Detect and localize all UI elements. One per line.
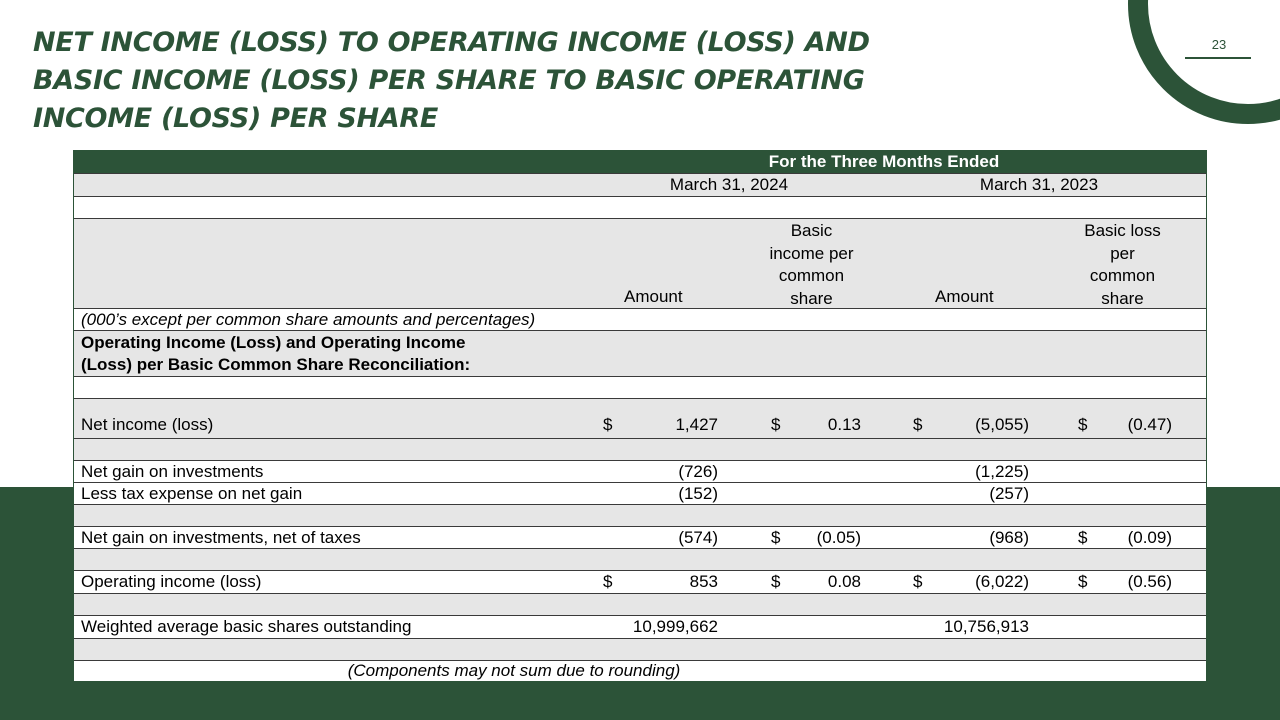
date-2023: March 31, 2023 xyxy=(979,175,1099,194)
row-label: Less tax expense on net gain xyxy=(81,484,303,503)
dollar-sign: $ xyxy=(771,415,781,434)
amount-2023: 10,756,913 xyxy=(943,617,1029,636)
amount-2024: (152) xyxy=(678,484,718,503)
period-header-row xyxy=(74,151,1206,173)
amount-2024: 1,427 xyxy=(675,415,718,434)
header-line: common xyxy=(778,266,845,285)
amount-2024: 10,999,662 xyxy=(632,617,718,636)
table-row-shares xyxy=(74,615,1206,638)
amount-2023: (968) xyxy=(989,528,1029,547)
eps-2023: (0.09) xyxy=(1127,528,1172,547)
row-label: Operating income (loss) xyxy=(81,572,262,591)
dollar-sign: $ xyxy=(1078,572,1088,591)
dollar-sign: $ xyxy=(913,572,923,591)
amount-2023: (1,225) xyxy=(975,462,1029,481)
reconciliation-table xyxy=(73,150,1207,682)
dollar-sign: $ xyxy=(771,572,781,591)
decorative-ring xyxy=(1128,0,1280,124)
title-line: INCOME (LOSS) PER SHARE xyxy=(33,103,439,134)
footnote-row xyxy=(74,660,1206,681)
date-header-row xyxy=(74,173,1206,196)
header-line: per xyxy=(1110,243,1135,263)
table-row-net-gain-after-tax xyxy=(74,526,1206,548)
section-title xyxy=(81,332,470,376)
basic-loss-header xyxy=(1050,220,1195,310)
dollar-sign: $ xyxy=(603,572,613,591)
dollar-sign: $ xyxy=(603,415,613,434)
table-row-net-gain xyxy=(74,460,1206,482)
page-number-rule xyxy=(1185,57,1251,59)
row-label: Net gain on investments, net of taxes xyxy=(81,528,361,547)
header-line: Basic xyxy=(790,221,833,240)
footnote: (Components may not sum due to rounding) xyxy=(347,661,681,680)
amount-header-2023: Amount xyxy=(935,287,994,306)
eps-2024: (0.05) xyxy=(816,528,861,547)
dollar-sign: $ xyxy=(1078,415,1088,434)
eps-2024: 0.13 xyxy=(827,415,861,434)
spacer-row xyxy=(74,638,1206,660)
amount-2023: (6,022) xyxy=(975,572,1029,591)
spacer-row xyxy=(74,593,1206,615)
spacer-row xyxy=(74,548,1206,570)
table-row-tax xyxy=(74,482,1206,504)
page-number: 23 xyxy=(1211,37,1227,52)
spacer-row xyxy=(74,438,1206,460)
units-note: (000’s except per common share amounts and percentages) xyxy=(81,310,536,329)
row-label: Net income (loss) xyxy=(81,415,214,434)
amount-2023: (257) xyxy=(989,484,1029,503)
date-2024: March 31, 2024 xyxy=(669,175,789,194)
basic-income-header xyxy=(739,220,884,310)
spacer-row xyxy=(74,196,1206,218)
eps-2023: (0.47) xyxy=(1127,415,1172,434)
section-title-line: (Loss) per Basic Common Share Reconciliation: xyxy=(81,355,471,374)
header-line: share xyxy=(1101,288,1144,308)
amount-2024: (726) xyxy=(678,462,718,481)
row-label: Net gain on investments xyxy=(81,462,264,481)
amount-2024: (574) xyxy=(678,528,718,547)
spacer-row xyxy=(74,376,1206,398)
amount-header-2024: Amount xyxy=(624,287,683,306)
header-line: common xyxy=(1089,266,1156,285)
title-line: NET INCOME (LOSS) TO OPERATING INCOME (LOSS) AND xyxy=(33,27,870,58)
section-title-line: Operating Income (Loss) and Operating Income xyxy=(81,333,466,352)
eps-2023: (0.56) xyxy=(1127,572,1172,591)
eps-2024: 0.08 xyxy=(827,572,861,591)
table-row-operating-income xyxy=(74,570,1206,593)
table-row-net-income xyxy=(74,398,1206,438)
column-header-row xyxy=(74,218,1206,308)
amount-2024: 853 xyxy=(689,572,718,591)
page-title xyxy=(33,24,1033,138)
amount-2023: (5,055) xyxy=(975,415,1029,434)
dollar-sign: $ xyxy=(771,528,781,547)
header-line: income per xyxy=(769,243,854,263)
title-line: BASIC INCOME (LOSS) PER SHARE TO BASIC OPERATING xyxy=(33,65,865,96)
section-title-row xyxy=(74,330,1206,376)
period-header: For the Three Months Ended xyxy=(768,152,1000,171)
header-line: share xyxy=(790,288,833,308)
spacer-row xyxy=(74,504,1206,526)
header-line: Basic loss xyxy=(1084,221,1161,240)
row-label: Weighted average basic shares outstanding xyxy=(81,617,412,636)
units-note-row xyxy=(74,308,1206,330)
dollar-sign: $ xyxy=(913,415,923,434)
dollar-sign: $ xyxy=(1078,528,1088,547)
